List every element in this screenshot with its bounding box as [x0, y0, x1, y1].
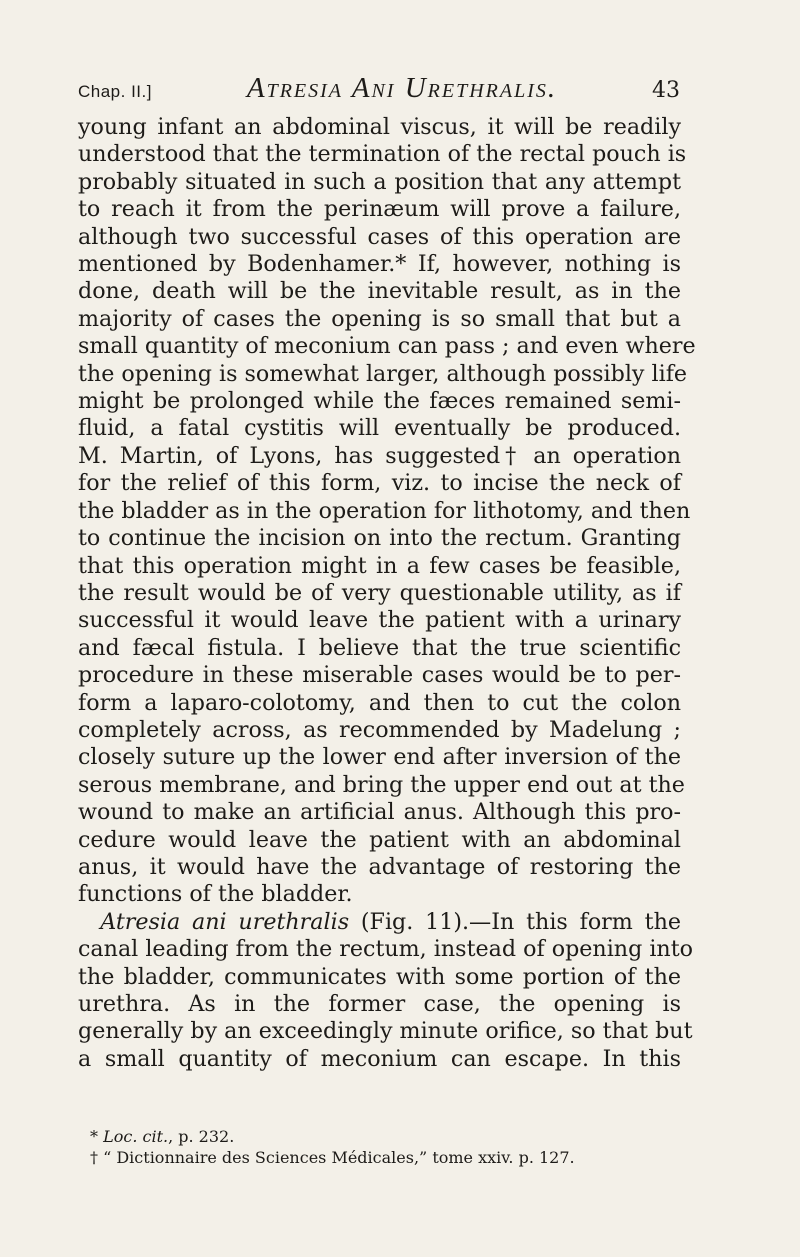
- text-line: for the relief of this form, viz. to incise the neck of: [78, 470, 681, 497]
- text-line: successful it would leave the patient with a urinary: [78, 607, 681, 634]
- footnote: [90, 1126, 690, 1147]
- footnotes: [90, 1126, 690, 1168]
- text-line: wound to make an artificial anus. Although this pro-: [78, 799, 681, 826]
- text-line: functions of the bladder.: [78, 881, 353, 908]
- text-line-rest: (Fig. 11).—In this form the: [349, 908, 681, 935]
- section-heading-italic: Atresia ani urethralis: [100, 908, 350, 935]
- footnote-mark: *: [90, 1127, 104, 1146]
- text-line: that this operation might in a few cases be feasible,: [78, 552, 681, 579]
- text-line: and fæcal fistula. I believe that the true scientific: [78, 634, 681, 661]
- text-line: anus, it would have the advantage of restoring the: [78, 853, 681, 880]
- text-line: form a laparo-colotomy, and then to cut the colon: [78, 689, 681, 716]
- text-line: done, death will be the inevitable result, as in the: [78, 278, 681, 305]
- footnote-text: , p. 232.: [168, 1127, 235, 1146]
- text-line: the opening is somewhat larger, although possibly life: [78, 360, 688, 387]
- text-line: probably situated in such a position that any attempt: [78, 168, 681, 195]
- text-line: understood that the termination of the rectal pouch is: [78, 141, 687, 168]
- paragraph: [78, 908, 693, 1073]
- text-line: majority of cases the opening is so small that but a: [78, 305, 681, 332]
- text-line: generally by an exceedingly minute orifice, so that but: [78, 1018, 693, 1045]
- text-line: to reach it from the perinæum will prove a failure,: [78, 196, 681, 223]
- text-line: the result would be of very questionable utility, as if: [78, 579, 681, 606]
- text-line: canal leading from the rectum, instead of opening into: [78, 936, 693, 963]
- footnote-italic: Loc. cit.: [103, 1127, 169, 1146]
- paragraph: [78, 114, 696, 909]
- text-line: urethra. As in the former case, the opening is: [78, 991, 681, 1017]
- text-line: cedure would leave the patient with an abdominal: [78, 826, 681, 853]
- text-line: a small quantity of meconium can escape. In this: [78, 1045, 681, 1072]
- text-line: serous membrane, and bring the upper end out at the: [78, 771, 685, 798]
- text-line: [78, 909, 681, 936]
- text-line: young infant an abdominal viscus, it will be readily: [78, 114, 681, 140]
- text-line: M. Martin, of Lyons, has suggested† an operation: [78, 442, 681, 469]
- text-line: completely across, as recommended by Madelung ;: [78, 716, 681, 743]
- text-line: the bladder as in the operation for lithotomy, and then: [78, 497, 691, 524]
- text-line: closely suture up the lower end after inversion of the: [78, 744, 681, 771]
- page-number: 43: [651, 78, 680, 103]
- text-line: the bladder, communicates with some portion of the: [78, 963, 681, 990]
- page-header: [78, 72, 680, 105]
- text-line: to continue the incision on into the rectum. Granting: [78, 525, 681, 552]
- text-line: mentioned by Bodenhamer.* If, however, nothing is: [78, 251, 681, 278]
- text-line: small quantity of meconium can pass ; and even where: [78, 333, 696, 360]
- text-line: procedure in these miserable cases would be to per-: [78, 662, 681, 689]
- text-line: fluid, a fatal cystitis will eventually be produced.: [78, 415, 681, 442]
- text-line: although two successful cases of this operation are: [78, 223, 681, 250]
- footnote: † “ Dictionnaire des Sciences Médicales,” tome xxiv. p. 127.: [90, 1148, 575, 1167]
- chapter-label: Chap. II.]: [78, 82, 152, 101]
- text-line: might be prolonged while the fæces remained semi-: [78, 388, 681, 415]
- body-text: [78, 114, 696, 1073]
- running-title: Atresia Ani Urethralis.: [246, 72, 558, 104]
